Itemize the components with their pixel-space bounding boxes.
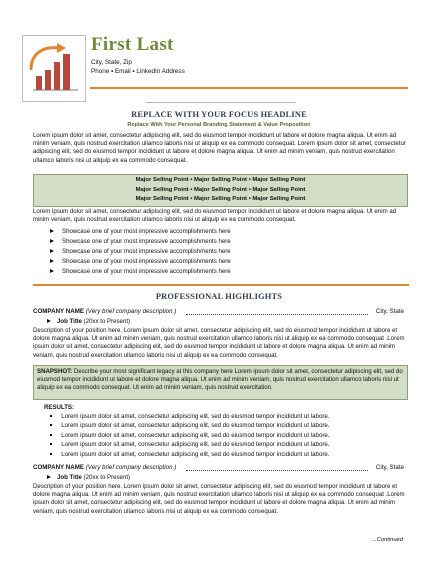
snapshot-box <box>33 365 408 400</box>
square-bullet-icon <box>50 424 52 426</box>
job-title: Job Title <box>57 474 82 481</box>
square-bullet-icon <box>50 443 52 445</box>
section-rule <box>33 284 409 286</box>
snapshot-label: SNAPSHOT: <box>37 368 73 375</box>
accomplishment-item <box>50 238 231 245</box>
triangle-bullet-icon <box>50 239 54 243</box>
accomplishment-item <box>50 248 231 255</box>
result-item <box>50 441 329 448</box>
company-line <box>33 464 409 471</box>
logo <box>22 35 86 102</box>
triangle-bullet-icon <box>47 475 51 479</box>
accomplishment-text: Showcase one of your most impressive accomplishments here <box>62 268 231 275</box>
summary-paragraph-2: Lorem ipsum dolor sit amet, consectetur adipiscing elit, sed do eiusmod tempor incididunt ut labore et dolore magna aliqua. Ut enim ad minim veniam, quis nostrud exercitation ullamco laboris nisi ut aliquip ex ea commodo consequat. <box>33 208 397 224</box>
accomplishment-item <box>50 228 231 235</box>
section-title: PROFESSIONAL HIGHLIGHTS <box>155 292 283 301</box>
results-label: RESULTS: <box>44 404 75 411</box>
continued-note: ...Continued <box>371 537 403 543</box>
accomplishment-text: Showcase one of your most impressive accomplishments here <box>62 248 231 255</box>
snapshot-body: Describe your most significant legacy at this company here Lorem ipsum dolor sit amet, consectetur adipiscing elit, sed do eiusmod tempor incididunt ut labore et dolore magna aliqua. Ut enim ad minim veniam, quis nostrud exercitation ullamco laboris nisi ut aliquip ex ea commodo consequat. Ut enim ad minim veniam, quis nostrud exercitation. <box>37 368 403 392</box>
square-bullet-icon <box>50 434 52 436</box>
candidate-name: First Last <box>91 34 174 55</box>
result-text: Lorem ipsum dolor sit amet, consectetur adipiscing elit, sed do eiusmod tempor incididunt ut labore. <box>61 413 330 420</box>
divider <box>146 102 296 103</box>
summary-paragraph: Lorem ipsum dolor sit amet, consectetur adipiscing elit, sed do eiusmod tempor incididunt ut labore et dolore magna aliqua. Ut enim ad minim veniam, quis nostrud exercitation ullamco laboris nisi ut aliquip ex ea commodo consequat. Lorem ipsum dolor sit amet, consectetur adipiscing elit, sed do eiusmod tempor incididunt ut labore et dolore magna aliqua. Ut enim ad minim veniam, quis nostrud exercitation ullamco laboris nisi ut aliquip ex ea commodo consequat. <box>33 132 406 164</box>
focus-headline: REPLACE WITH YOUR FOCUS HEADLINE <box>131 110 307 119</box>
job-title-line <box>47 474 130 481</box>
leader-dots <box>186 314 368 315</box>
triangle-bullet-icon <box>50 269 54 273</box>
contact-line: Phone ▪ Email ▪ LinkedIn Address <box>91 68 185 75</box>
company-name: COMPANY NAME <box>33 464 84 471</box>
job-description: Description of your position here. Lorem ipsum dolor sit amet, consectetur adipiscing elit, sed do eiusmod tempor incididunt ut labore et dolore magna aliqua. Ut enim ad minim veniam, quis nostrud exercitation ullamco laboris nisi ut aliquip ex ea commodo consequat .Lorem ipsum dolor sit amet, consectetur adipiscing elit, sed do eiusmod tempor incididunt ut labore et dolore magna aliqua. Ut enim ad minim veniam, quis nostrud exercitation ullamco laboris nisi ut aliquip ex ea commodo consequat. <box>33 327 405 359</box>
result-item <box>50 413 329 420</box>
selling-points-row: Major Selling Point ▪ Major Selling Point ▪ Major Selling Point <box>135 186 306 193</box>
selling-points-row: Major Selling Point ▪ Major Selling Point ▪ Major Selling Point <box>135 177 306 183</box>
job-dates: (20xx to Present) <box>83 474 131 481</box>
accomplishment-item <box>50 258 231 265</box>
result-item <box>50 422 329 429</box>
company-line <box>33 308 409 315</box>
job-description: Description of your position here. Lorem ipsum dolor sit amet, consectetur adipiscing elit, sed do eiusmod tempor incididunt ut labore et dolore magna aliqua. Ut enim ad minim veniam, quis nostrud exercitation ullamco laboris nisi ut aliquip ex ea commodo consequat .Lorem ipsum dolor sit amet, consectetur adipiscing elit, sed do eiusmod tempor incididunt ut labore et dolore magna aliqua. Ut enim ad minim veniam, quis nostrud exercitation ullamco laboris nisi ut aliquip ex ea commodo consequat. <box>33 483 405 515</box>
result-item <box>50 432 329 439</box>
result-item <box>50 451 329 458</box>
bar-chart-arrow-icon <box>23 36 85 101</box>
result-text: Lorem ipsum dolor sit amet, consectetur adipiscing elit, sed do eiusmod tempor incididunt ut labore. <box>61 432 330 439</box>
branding-statement: Replace With Your Personal Branding Statement & Value Proposition <box>127 122 311 128</box>
accomplishment-text: Showcase one of your most impressive accomplishments here <box>62 258 231 265</box>
triangle-bullet-icon <box>50 229 54 233</box>
job-title-line <box>47 318 130 325</box>
location-line: City, State, Zip <box>91 59 132 66</box>
selling-points-row: Major Selling Point ▪ Major Selling Point ▪ Major Selling Point <box>135 196 306 202</box>
result-text: Lorem ipsum dolor sit amet, consectetur adipiscing elit, sed do eiusmod tempor incididunt ut labore. <box>61 441 330 448</box>
result-text: Lorem ipsum dolor sit amet, consectetur adipiscing elit, sed do eiusmod tempor incididunt ut labore. <box>61 422 330 429</box>
job-dates: (20xx to Present) <box>83 318 131 325</box>
company-location: City, State <box>375 464 404 471</box>
leader-dots <box>186 470 368 471</box>
triangle-bullet-icon <box>47 319 51 323</box>
header-rule <box>90 87 408 89</box>
company-description: (Very brief company description.) <box>85 464 177 471</box>
selling-points-box <box>33 174 408 207</box>
company-name: COMPANY NAME <box>33 308 84 315</box>
square-bullet-icon <box>50 453 52 455</box>
triangle-bullet-icon <box>50 259 54 263</box>
triangle-bullet-icon <box>50 249 54 253</box>
company-description: (Very brief company description.) <box>85 308 177 315</box>
result-text: Lorem ipsum dolor sit amet, consectetur adipiscing elit, sed do eiusmod tempor incididunt ut labore. <box>61 451 330 458</box>
accomplishment-text: Showcase one of your most impressive accomplishments here <box>62 238 231 245</box>
snapshot-text <box>37 368 403 393</box>
square-bullet-icon <box>50 415 52 417</box>
accomplishment-text: Showcase one of your most impressive accomplishments here <box>62 228 231 235</box>
company-location: City, State <box>375 308 404 315</box>
accomplishment-item <box>50 268 231 275</box>
job-title: Job Title <box>57 318 82 325</box>
